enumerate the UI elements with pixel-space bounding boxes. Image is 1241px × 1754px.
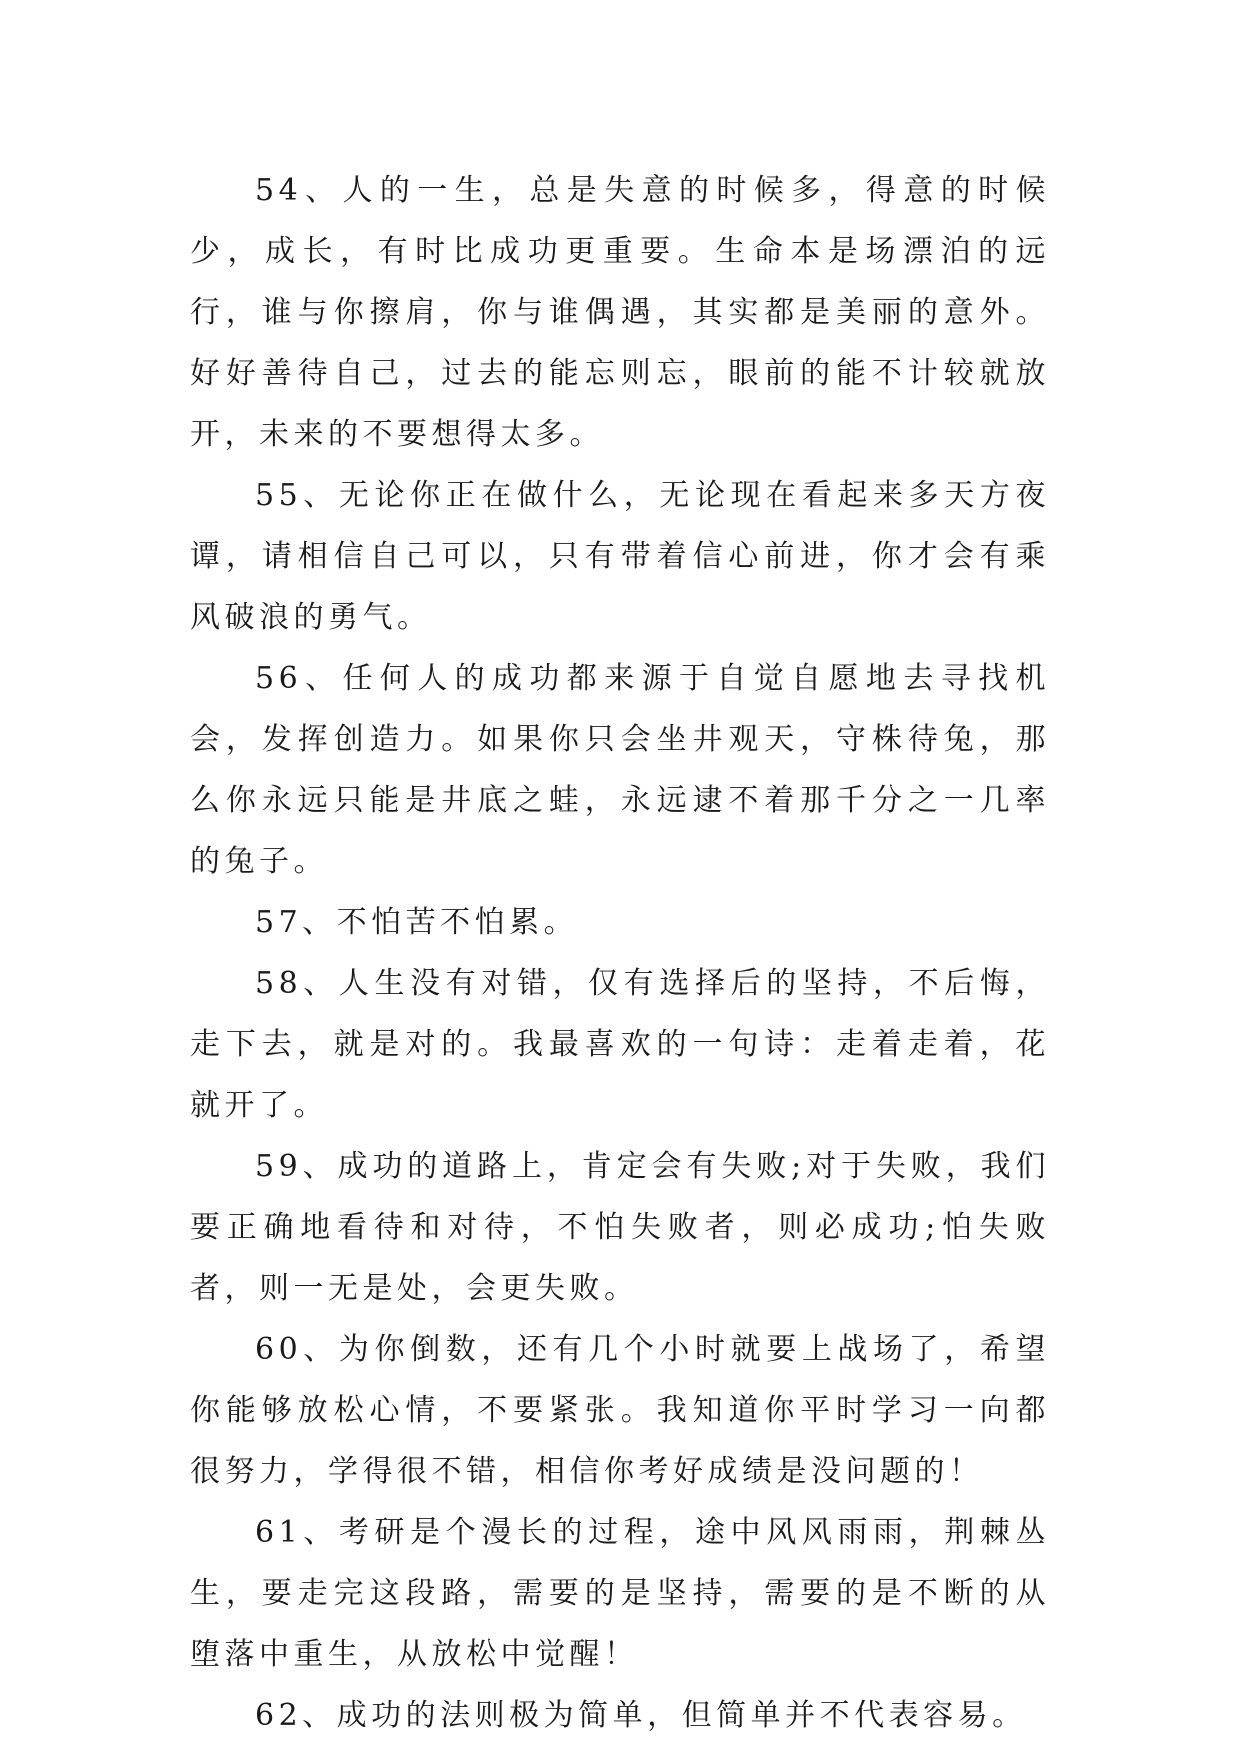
paragraph-58: 58、人生没有对错，仅有选择后的坚持，不后悔，走下去，就是对的。我最喜欢的一句诗：走着走着，花就开了。	[190, 966, 1050, 1123]
paragraph-62: 62、成功的法则极为简单，但简单并不代表容易。	[255, 1698, 1027, 1733]
paragraph-60: 60、为你倒数，还有几个小时就要上战场了，希望你能够放松心情，不要紧张。我知道你平时学习一向都很努力，学得很不错，相信你考好成绩是没问题的！	[190, 1332, 1050, 1489]
document-body	[190, 160, 1050, 1746]
paragraph-54: 54、人的一生，总是失意的时候多，得意的时候少，成长，有时比成功更重要。生命本是场漂泊的远行，谁与你擦肩，你与谁偶遇，其实都是美丽的意外。好好善待自己，过去的能忘则忘，眼前的能不计较就放开，未来的不要想得太多。	[190, 173, 1050, 452]
paragraph-55: 55、无论你正在做什么，无论现在看起来多天方夜谭，请相信自己可以，只有带着信心前进，你才会有乘风破浪的勇气。	[190, 478, 1050, 635]
paragraph-61: 61、考研是个漫长的过程，途中风风雨雨，荆棘丛生，要走完这段路，需要的是坚持，需要的是不断的从堕落中重生，从放松中觉醒！	[190, 1515, 1050, 1672]
paragraph-56: 56、任何人的成功都来源于自觉自愿地去寻找机会，发挥创造力。如果你只会坐井观天，守株待兔，那么你永远只能是井底之蛙，永远逮不着那千分之一几率的兔子。	[190, 661, 1050, 879]
paragraph-59: 59、成功的道路上，肯定会有失败;对于失败，我们要正确地看待和对待，不怕失败者，则必成功;怕失败者，则一无是处，会更失败。	[190, 1149, 1050, 1306]
paragraph-57: 57、不怕苦不怕累。	[255, 905, 579, 940]
